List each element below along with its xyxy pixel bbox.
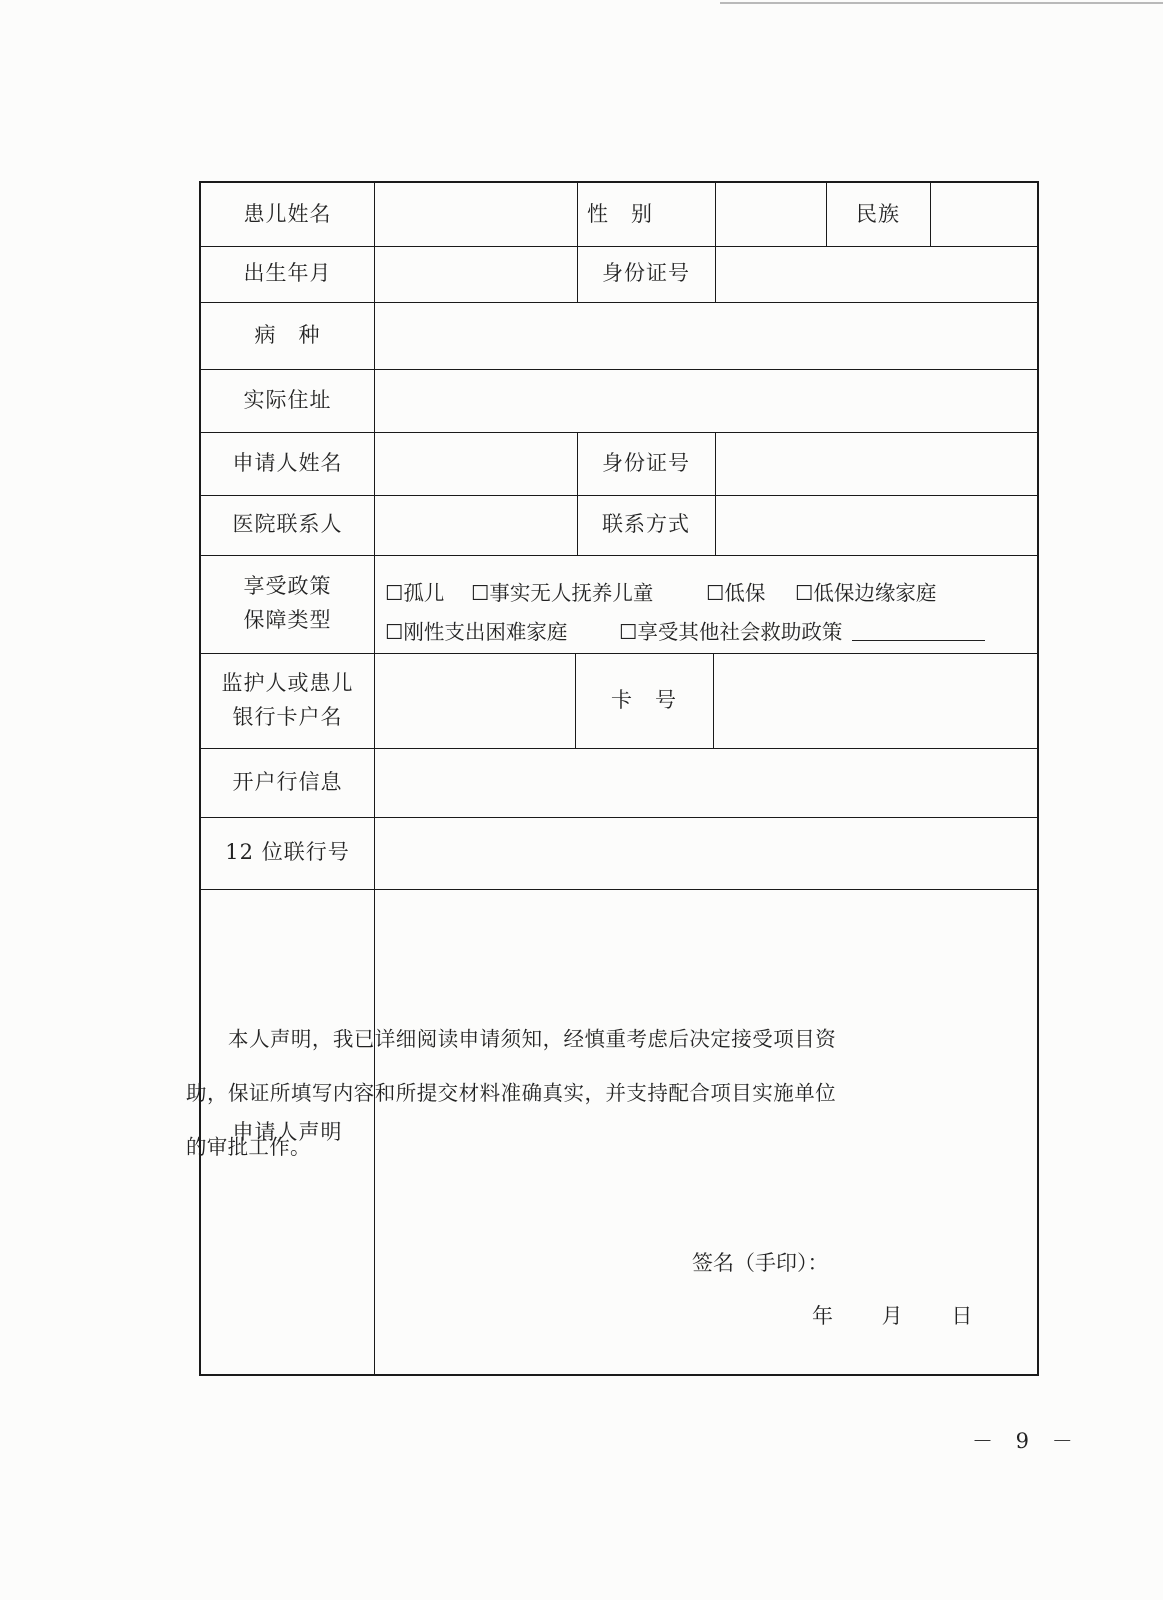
column-divider [713,653,714,748]
policy-type-label-line2: 保障类型 [243,608,332,632]
option-dibao-checkbox[interactable]: ☐低保 [706,581,766,605]
id-number-label: 身份证号 [602,261,690,286]
scan-edge-line [720,2,1163,4]
account-name-label-line1: 监护人或患儿 [221,670,354,695]
option-other-policy [619,615,985,645]
page-number: － 9 － [972,1429,1081,1453]
hospital-contact-label: 医院联系人 [232,512,343,537]
applicant-name-label: 申请人姓名 [232,450,343,475]
date-label: 年 月 日 [812,1304,973,1328]
patient-name-label: 患儿姓名 [243,201,332,226]
label-column-divider [374,183,375,1376]
birth-date-label: 出生年月 [243,261,332,286]
policy-type-label-line1: 享受政策 [243,574,332,599]
card-number-label: 卡 号 [611,687,677,712]
option-orphan-checkbox[interactable]: ☐孤儿 [385,581,445,605]
option-rigid-expense-checkbox[interactable]: ☐刚性支出困难家庭 [385,620,568,644]
bank-info-label: 开户行信息 [232,769,343,794]
column-divider [715,183,716,302]
policy-type-label [201,555,374,653]
declaration-label: 申请人声明 [232,1119,343,1144]
option-other-checkbox[interactable]: ☐享受其他社会救助政策 [619,620,843,644]
signature-label: 签名（手印）： [692,1251,829,1275]
ethnicity-label: 民族 [856,201,900,226]
gender-label: 性 别 [587,201,653,226]
disease-label: 病 种 [254,322,321,347]
applicant-id-label: 身份证号 [602,450,690,475]
bank-code-label: 12 位联行号 [225,840,350,865]
account-name-label [201,653,374,748]
contact-method-label: 联系方式 [602,512,690,537]
column-divider [930,183,931,246]
address-label: 实际住址 [243,387,332,412]
option-de-facto-checkbox[interactable]: ☐事实无人抚养儿童 [471,581,654,605]
declaration-text: 本人声明，我已详细阅读申请须知，经慎重考虑后决定接受项目资助，保证所填写内容和所提交材料准确真实，并支持配合项目实施单位的审批工作。 [186,1027,836,1159]
application-form-table [199,181,1039,1376]
option-dibao-edge-checkbox[interactable]: ☐低保边缘家庭 [795,581,937,605]
other-policy-blank-line[interactable] [852,618,985,641]
column-divider [715,432,716,555]
account-name-label-line2: 银行卡户名 [232,704,343,729]
